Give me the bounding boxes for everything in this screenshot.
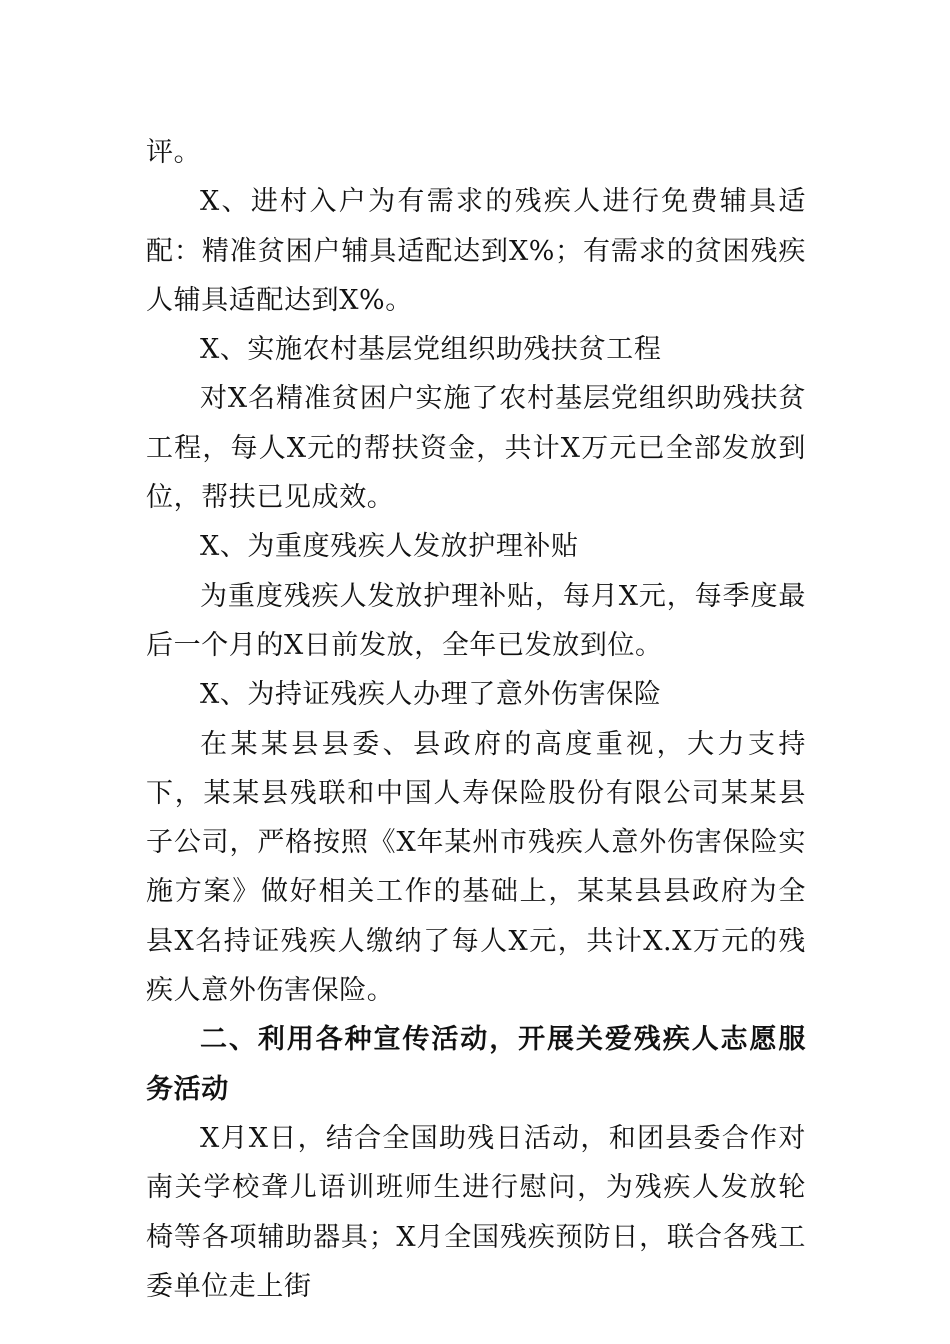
paragraph-item-title-poverty-project: X、实施农村基层党组织助残扶贫工程 <box>200 334 662 366</box>
document-body <box>146 128 806 1311</box>
paragraph-care-subsidy-body: 为重度残疾人发放护理补贴，每月X元，每季度最后一个月的X日前发放，全年已发放到位。 <box>146 580 806 661</box>
section-heading-volunteer: 二、利用各种宣传活动，开展关爱残疾人志愿服务活动 <box>146 1024 806 1105</box>
paragraph-insurance-body: 在某某县县委、县政府的高度重视，大力支持下，某某县残联和中国人寿保险股份有限公司某某县子公司，严格按照《X年某州市残疾人意外伤害保险实施方案》做好相关工作的基础上，某某县县政府为全县X名持证残疾人缴纳了每人X元，共计X.X万元的残疾人意外伤害保险。 <box>146 728 806 1007</box>
paragraph-item-title-insurance: X、为持证残疾人办理了意外伤害保险 <box>200 679 662 711</box>
paragraph-item-assistive-devices: X、进村入户为有需求的残疾人进行免费辅具适配：精准贫困户辅具适配达到X%；有需求的贫困残疾人辅具适配达到X%。 <box>146 186 806 316</box>
paragraph-continuation: 评。 <box>146 137 202 168</box>
paragraph-volunteer-body: X月X日，结合全国助残日活动，和团县委合作对南关学校聋儿语训班师生进行慰问，为残疾人发放轮椅等各项辅助器具；X月全国残疾预防日，联合各残工委单位走上街 <box>146 1122 806 1302</box>
paragraph-poverty-project-body: 对X名精准贫困户实施了农村基层党组织助残扶贫工程，每人X元的帮扶资金，共计X万元已全部发放到位，帮扶已见成效。 <box>146 383 806 514</box>
paragraph-item-title-care-subsidy: X、为重度残疾人发放护理补贴 <box>200 531 579 563</box>
